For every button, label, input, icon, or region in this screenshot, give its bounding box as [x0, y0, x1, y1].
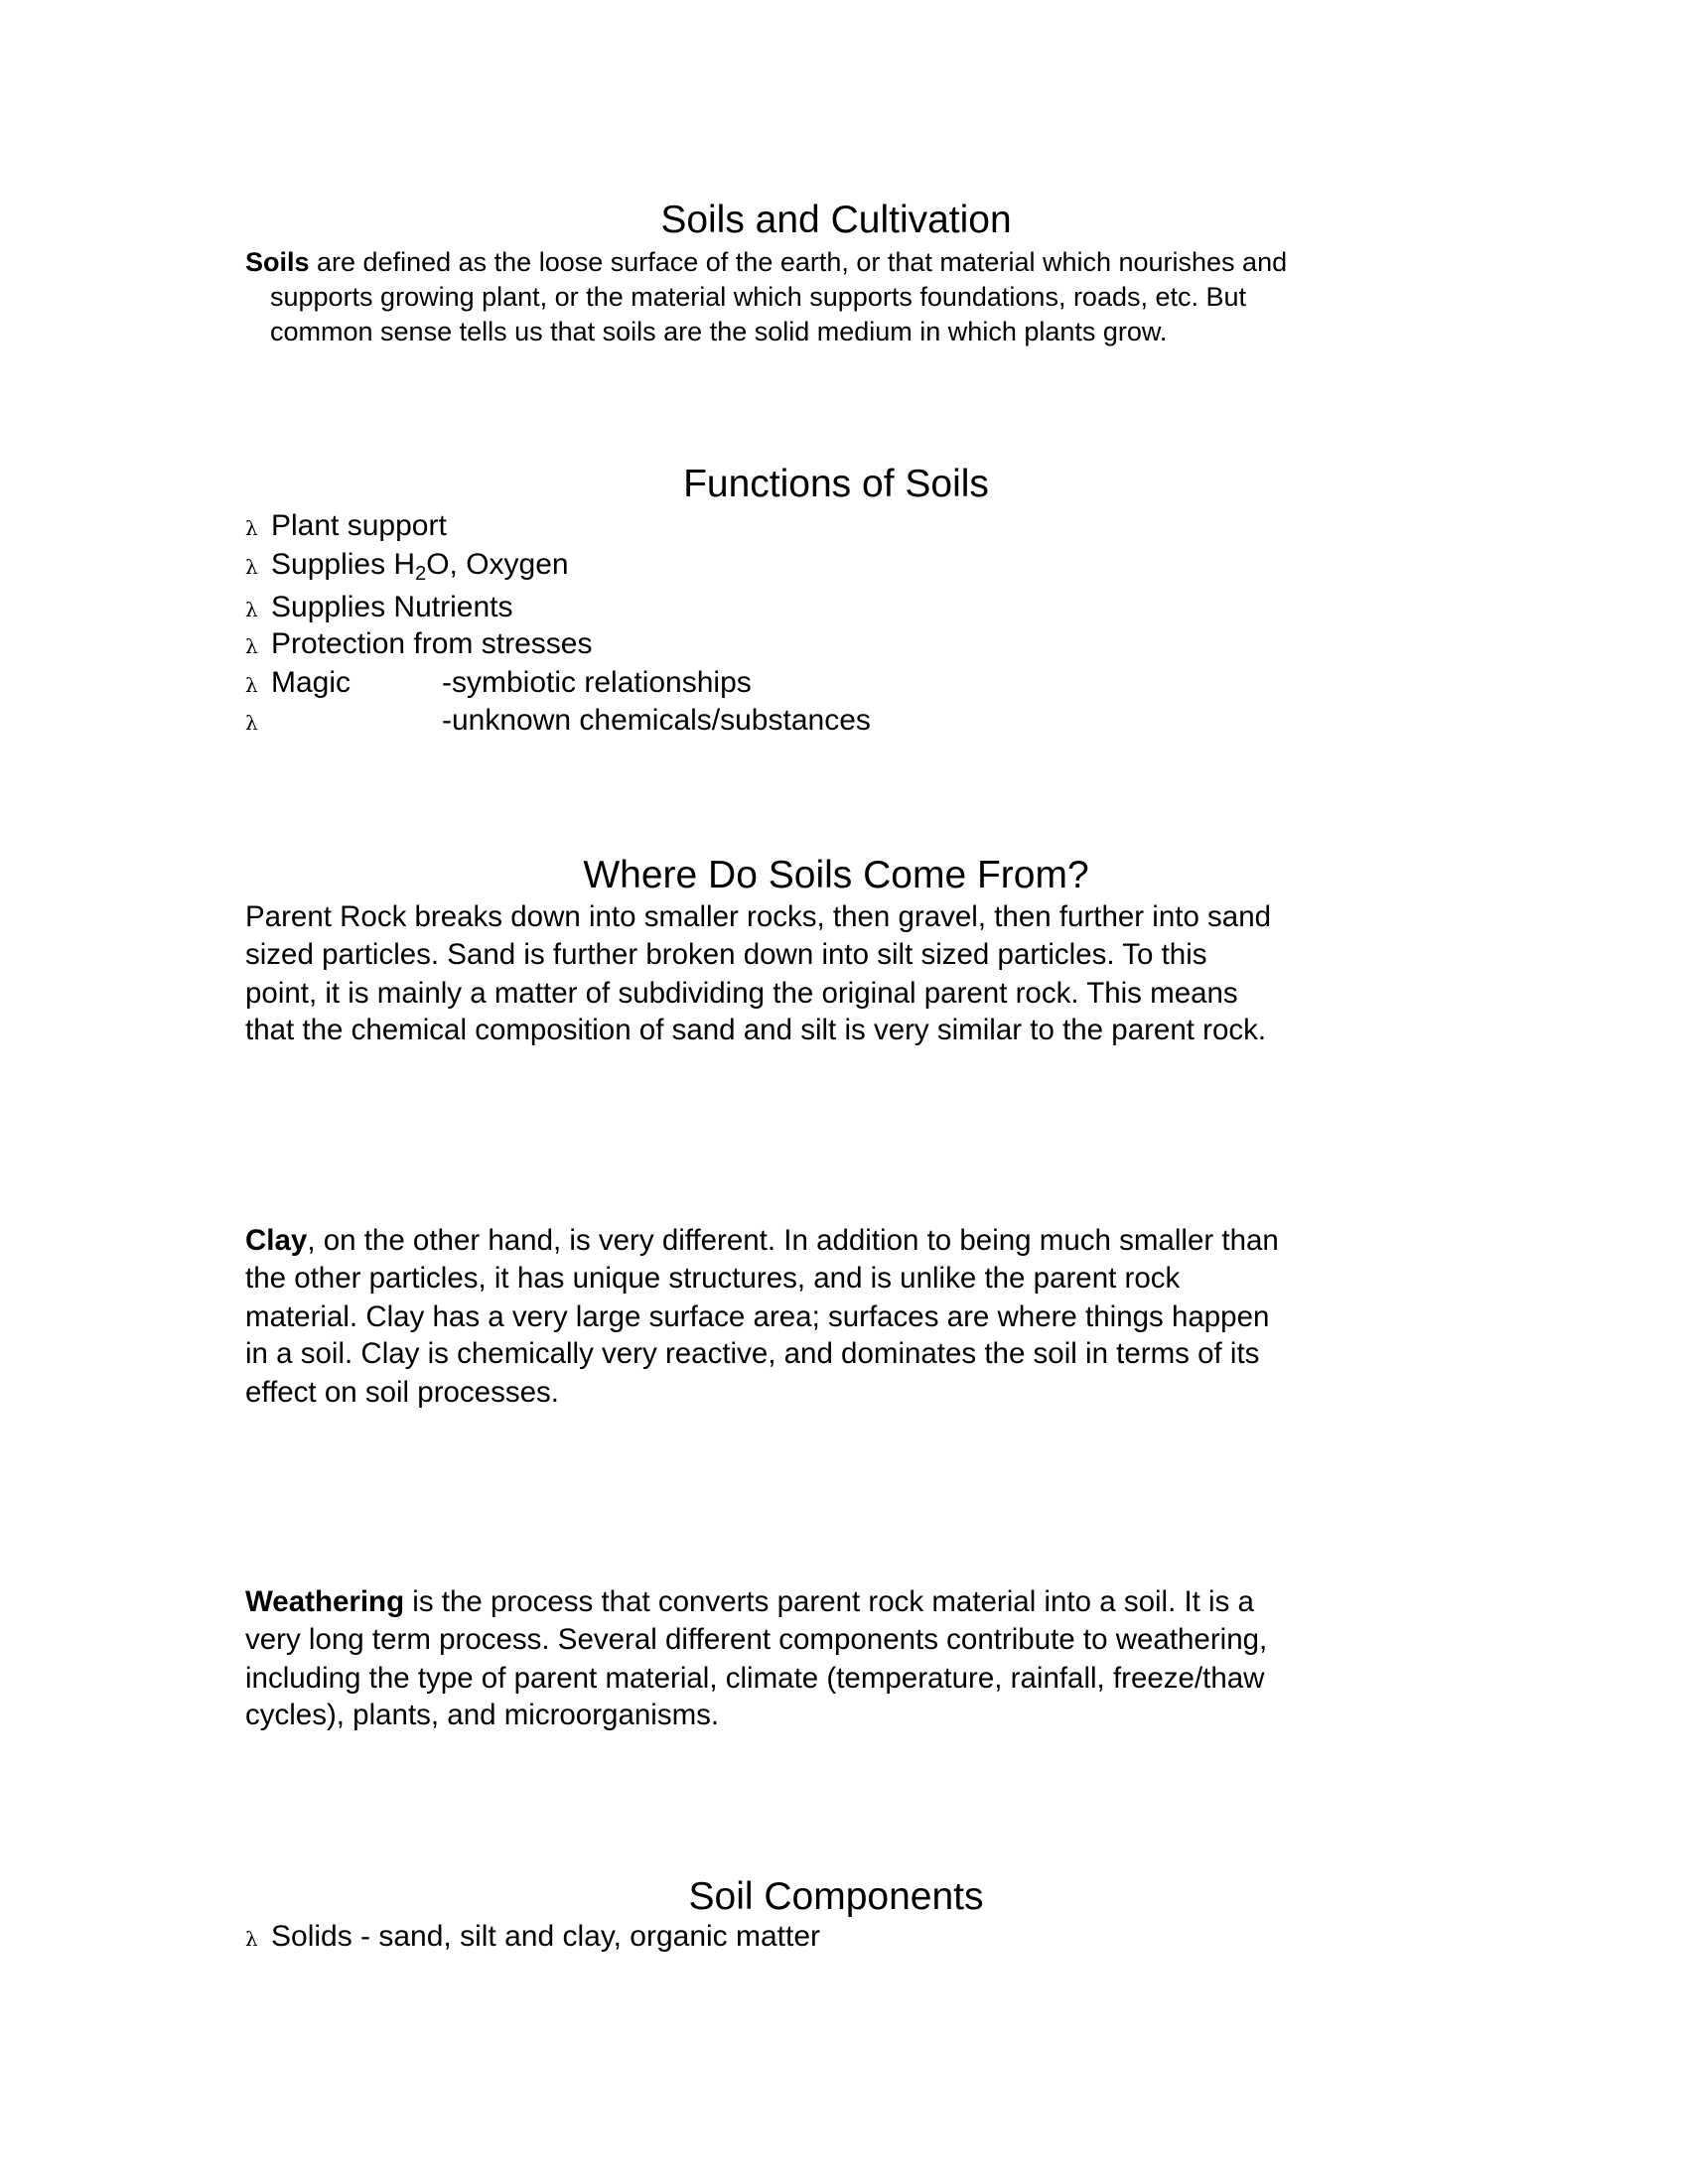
paragraph-line: supports growing plant, or the material which supports foundations, roads, etc. But [270, 282, 1247, 312]
lambda-bullet-icon: λ [245, 516, 258, 540]
bold-term: Weathering [245, 1585, 405, 1618]
paragraph-line: including the type of parent material, climate (temperature, rainfall, freeze/thaw [245, 1662, 1265, 1695]
paragraph-line: sized particles. Sand is further broken down into silt sized particles. To this [245, 938, 1207, 971]
paragraph-line: effect on soil processes. [245, 1376, 559, 1409]
section-title-functions-of-soils: Functions of Soils [683, 463, 989, 505]
section-title-soil-components: Soil Components [688, 1875, 984, 1918]
paragraph-line: the other particles, it has unique structures, and is unlike the parent rock [245, 1262, 1181, 1295]
lambda-bullet-icon: λ [245, 711, 258, 735]
lambda-bullet-icon: λ [245, 555, 258, 579]
paragraph-line: Clay, on the other hand, is very different. In addition to being much smaller than [245, 1224, 1279, 1257]
section-title-where-do-soils-come-from: Where Do Soils Come From? [583, 854, 1089, 896]
paragraph-line: material. Clay has a very large surface area; surfaces are where things happen [245, 1300, 1270, 1333]
lambda-bullet-icon: λ [245, 634, 258, 658]
paragraph-line: Soils are defined as the loose surface of the earth, or that material which nourishes and [245, 247, 1288, 277]
lambda-bullet-icon: λ [245, 1927, 258, 1951]
paragraph-line: cycles), plants, and microorganisms. [245, 1699, 720, 1731]
paragraph-line: common sense tells us that soils are the solid medium in which plants grow. [270, 317, 1168, 346]
paragraph-line: point, it is mainly a matter of subdividing the original parent rock. This means [245, 977, 1238, 1010]
paragraph-line: Weathering is the process that converts parent rock material into a soil. It is a [245, 1585, 1254, 1618]
section-title-soils-and-cultivation: Soils and Cultivation [660, 199, 1012, 241]
bold-term: Soils [245, 247, 310, 277]
paragraph-line: that the chemical composition of sand and silt is very similar to the parent rock. [245, 1014, 1267, 1046]
bold-term: Clay [245, 1224, 308, 1257]
lambda-bullet-icon: λ [245, 673, 258, 697]
paragraph-line: Parent Rock breaks down into smaller rocks, then gravel, then further into sand [245, 900, 1272, 933]
paragraph-line: very long term process. Several different components contribute to weathering, [245, 1623, 1268, 1656]
paragraph-line: in a soil. Clay is chemically very reactive, and dominates the soil in terms of its [245, 1337, 1260, 1370]
lambda-bullet-icon: λ [245, 598, 258, 621]
